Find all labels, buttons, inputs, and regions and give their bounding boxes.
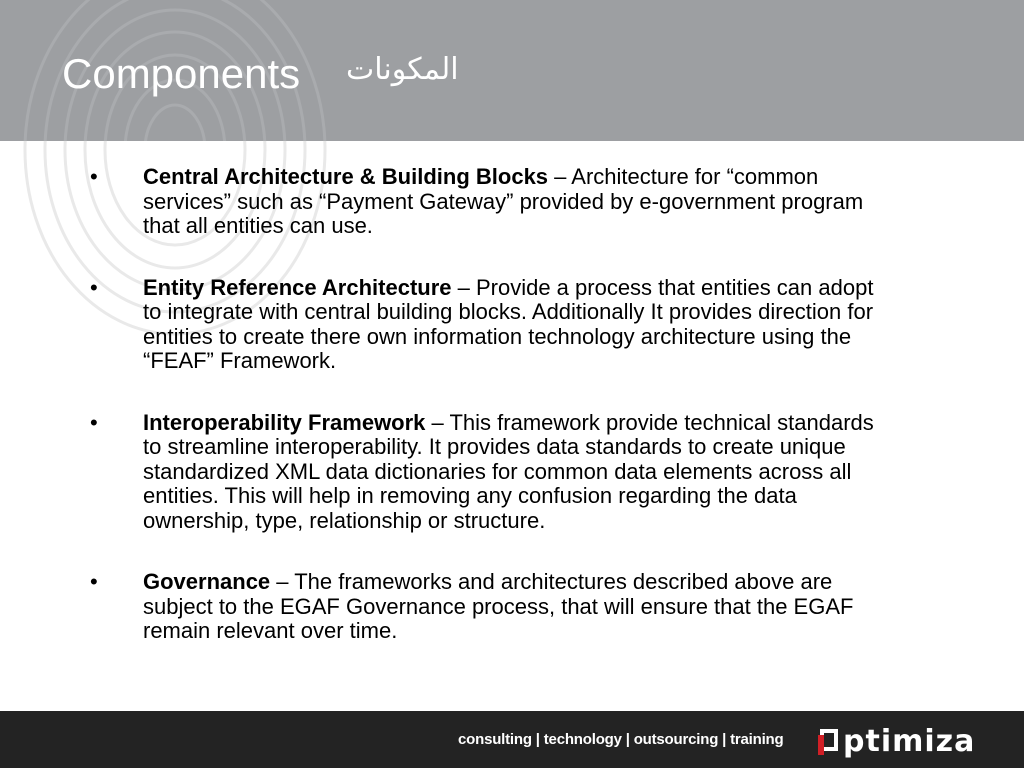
bullet-term: Governance [143, 569, 271, 594]
list-item [90, 165, 890, 239]
list-item [90, 276, 890, 374]
bullet-description: – This framework provide technical standards to streamline interoperability. It provides data standards to create unique standardized XML data dictionaries for common data elements across all entities. This will help in removing any confusion regarding the data ownership, type, relationship or structure. [143, 409, 874, 533]
bullet-description: – The frameworks and architectures described above are subject to the EGAF Governance process, that will ensure that the EGAF remain relevant over time. [143, 569, 854, 643]
list-item [90, 411, 890, 534]
bullet-description: – Architecture for “common services” such as “Payment Gateway” provided by e-government program that all entities can use. [143, 164, 864, 238]
bullet-list [90, 165, 890, 681]
bullet-dot: • [90, 409, 98, 435]
bullet-dot: • [90, 274, 98, 300]
logo-wordmark: ptimiza [843, 724, 976, 759]
page-title-arabic: المكونات [346, 52, 459, 87]
bullet-text [143, 570, 890, 644]
bullet-term: Interoperability Framework [143, 409, 426, 435]
list-item [90, 570, 890, 644]
slide-body [0, 141, 1024, 711]
bullet-text [143, 411, 890, 534]
bullet-dot: • [90, 569, 98, 594]
page-title: Components [62, 50, 301, 97]
bullet-text [143, 165, 890, 239]
bullet-term: Central Architecture & Building Blocks [143, 164, 549, 189]
footer-tagline: consulting | technology | outsourcing | training [458, 731, 784, 748]
optimiza-logo [816, 725, 975, 759]
title-banner [0, 0, 1024, 141]
bullet-dot: • [90, 164, 98, 189]
footer-bar [0, 711, 1024, 768]
logo-o-icon [816, 725, 840, 759]
bullet-term: Entity Reference Architecture [143, 274, 452, 300]
bullet-description: – Provide a process that entities can adopt to integrate with central building blocks. Additionally It provides direction for entities to create there own information technology architecture using the “FEAF” Framework. [143, 274, 874, 373]
bullet-text [143, 276, 890, 374]
